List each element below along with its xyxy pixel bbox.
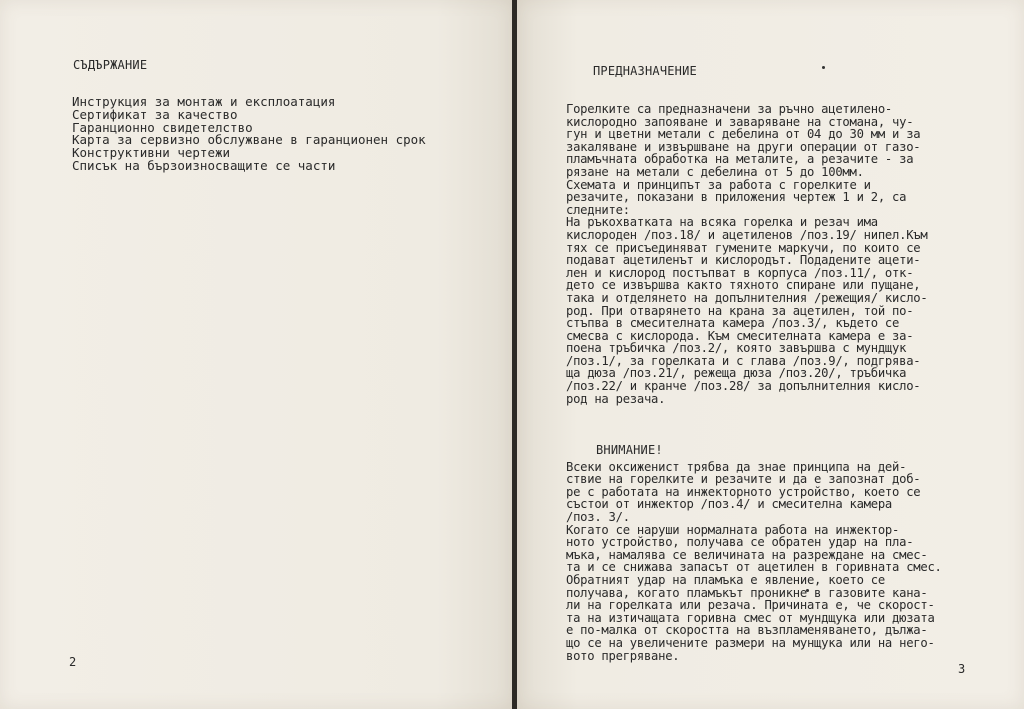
paper-speck bbox=[822, 66, 825, 69]
text-line: рязане на метали с дебелина от 5 до 100мм. bbox=[566, 164, 864, 179]
text-line: получава, когато пламъкът проникне в газовите кана- bbox=[566, 585, 928, 600]
text-line: ща дюза /поз.21/, режеща дюза /поз.20/, тръбичка bbox=[566, 366, 907, 381]
toc-item: Конструктивни чертежи bbox=[72, 145, 231, 161]
text-line: стъпва в смесителната камера /поз.3/, където се bbox=[566, 316, 900, 331]
text-line: смесва с кислорода. Към смесителната камера е за- bbox=[566, 328, 914, 343]
text-line: следните: bbox=[566, 202, 630, 217]
text-line: резачите, показани в приложения чертеж 1 и 2, са bbox=[566, 190, 907, 205]
toc-title: СЪДЪРЖАНИЕ bbox=[73, 58, 148, 72]
warning-text bbox=[566, 448, 971, 662]
text-line: тях се присъединяват гумените маркучи, по които се bbox=[566, 240, 921, 255]
text-line: мъка, намалява се величината на разреждане на смес- bbox=[566, 547, 928, 562]
spacer-line bbox=[566, 448, 971, 461]
text-line: Горелките са предназначени за ръчно ацетилено- bbox=[566, 102, 893, 116]
text-line: вото прегряване. bbox=[566, 648, 680, 663]
text-line: /поз. 3/. bbox=[566, 509, 630, 524]
page-number-left: 2 bbox=[69, 655, 77, 669]
text-line: ли на горелката или резача. Причината е, че скорост- bbox=[566, 598, 935, 613]
text-line: Обратният удар на пламъка е явление, което се bbox=[566, 572, 885, 587]
text-line: Всеки оксиженист трябва да знае принципа на дей- bbox=[566, 459, 907, 474]
text-line: поена тръбичка /поз.2/, която завършва с мундщук bbox=[566, 341, 907, 356]
toc-item: Списък на бързоизносващите се части bbox=[72, 157, 336, 173]
text-line: та и се снижава запасът от ацетилен в горивната смес. bbox=[566, 560, 942, 575]
text-line: /поз.1/, за горелката и с глава /поз.9/, подгрява- bbox=[566, 353, 921, 368]
page-number-right: 3 bbox=[958, 662, 966, 676]
text-line: /поз.22/ и кранче /поз.28/ за допълнителния кисло- bbox=[566, 379, 921, 394]
text-line: ното устройство, получава се обратен удар на пла- bbox=[566, 535, 914, 550]
text-line: ствие на горелките и резачите и да е запознат доб- bbox=[566, 472, 921, 487]
toc-list bbox=[72, 96, 426, 173]
text-line: що се на увеличените размери на мунщука или на него- bbox=[566, 635, 935, 650]
text-line: закаляване и извършване на други операции от газо- bbox=[566, 139, 921, 154]
warning-heading: ВНИМАНИЕ! bbox=[596, 443, 663, 457]
text-line: род. При отварянето на крана за ацетилен, той по- bbox=[566, 303, 914, 318]
text-line: ре с работата на инжекторното устройство, което се bbox=[566, 484, 921, 499]
text-line: дето се извършва както тяхното спиране или пущане, bbox=[566, 278, 921, 293]
toc-item: Сертификат за качество bbox=[72, 106, 238, 122]
text-line: подават ацетиленът и кислородът. Подадените ацети- bbox=[566, 253, 921, 268]
purpose-heading: ПРЕДНАЗНАЧЕНИЕ bbox=[593, 64, 697, 78]
text-line: Когато се наруши нормалната работа на инжектор- bbox=[566, 522, 900, 537]
text-line: гун и цветни метали с дебелина от 04 до 30 мм и за bbox=[566, 127, 921, 142]
text-line: така и отделянето на допълнителния /режещия/ кисло- bbox=[566, 290, 928, 305]
text-line: род на резача. bbox=[566, 391, 666, 406]
text-line: кислороден /поз.18/ и ацетиленов /поз.19/ нипел.Към bbox=[566, 227, 928, 242]
text-line: На ръкохватката на всяка горелка и резач има bbox=[566, 215, 878, 230]
purpose-text bbox=[566, 103, 971, 405]
toc-item: Гаранционно свидетелство bbox=[72, 119, 253, 135]
toc-item: Инструкция за монтаж и експлоатация bbox=[72, 94, 336, 109]
text-line: лен и кислород постъпват в корпуса /поз.11/, отк- bbox=[566, 265, 914, 280]
text-line: състои от инжектор /поз.4/ и смесителна камера bbox=[566, 497, 893, 512]
text-line: е по-малка от скоростта на възпламеняването, дължа- bbox=[566, 623, 928, 638]
toc-item: Карта за сервизно обслужване в гаранционен срок bbox=[72, 132, 426, 148]
text-line: пламъчната обработка на металите, а резачите - за bbox=[566, 152, 914, 167]
text-line: та на изтичащата горивна смес от мундщука или дюзата bbox=[566, 610, 935, 625]
text-line: кислородно запояване и заваряване на стомана, чу- bbox=[566, 114, 914, 129]
text-line: Схемата и принципът за работа с горелките и bbox=[566, 177, 871, 192]
